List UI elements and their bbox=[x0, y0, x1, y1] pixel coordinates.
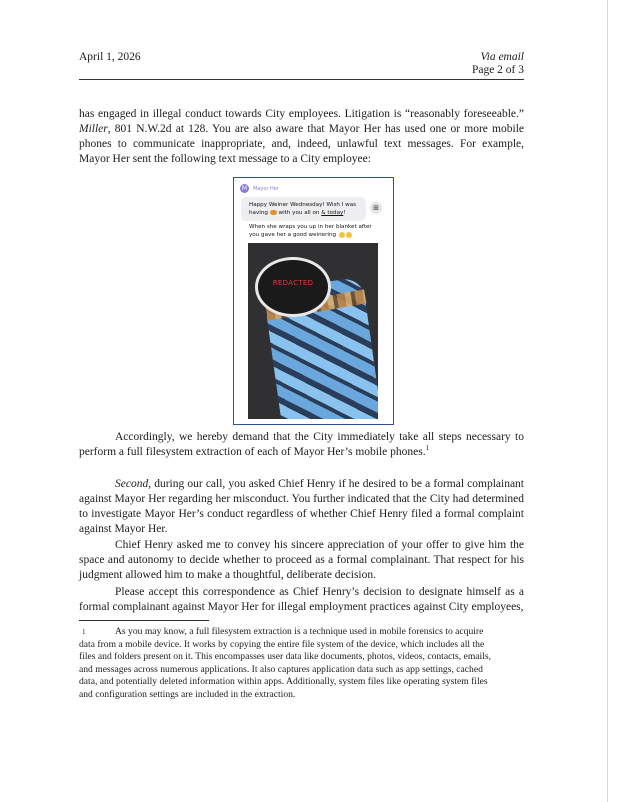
case-citation: Miller bbox=[79, 123, 108, 135]
reaction-icon: ⊞ bbox=[370, 202, 382, 214]
paragraph-complainant: Please accept this correspondence as Chief Henry’s decision to designate himself as a formal complainant against Mayor Her for illegal employment practices against City employees, bbox=[79, 586, 524, 613]
message-part: ! bbox=[343, 210, 346, 216]
footnote bbox=[79, 626, 499, 702]
blanket-photo bbox=[248, 243, 378, 419]
paragraph-text: Accordingly, we hereby demand that the City immediately take all steps necessary to perform a full filesystem extraction of each of Mayor Her’s mobile phones. bbox=[79, 431, 524, 458]
message-text bbox=[249, 201, 369, 217]
letter-date: April 1, 2026 bbox=[79, 51, 141, 63]
footnote-text: As you may know, a full filesystem extraction is a technique used in mobile forensics to acquire data from a mobile device. It works by copying the entire file system of the device, which includes all the files and folders present on it. This encompasses user data like documents, photos, videos, contacts, emails, and messages across numerous applications. It also captures application data such as app settings, cached data, and potentially deleted information within apps. Additionally, system files like operating system files and configuration settings are included in the extraction. bbox=[79, 626, 491, 700]
paragraph-text: , during our call, you asked Chief Henry if he desired to be a formal complainant against Mayor Her regarding her misconduct. You further indicated that the City had determined to investigate Mayor Her’s conduct regardless of whether Chief Henry filed a formal complaint against Mayor Her. bbox=[79, 478, 524, 535]
caption-text: When she wraps you up in her blanket after you gave her a good weinering bbox=[249, 224, 372, 238]
footnote-reference: 1 bbox=[425, 444, 430, 453]
paragraph-text: , 801 N.W.2d at 128. You are also aware that Mayor Her has used one or more mobile phones to communicate inappropriate, and, indeed, unlawful text messages. For example, Mayor Her sent the following text message to a City employee: bbox=[79, 123, 524, 165]
page-number: Page 2 of 3 bbox=[471, 64, 524, 76]
paragraph-extraction-demand bbox=[79, 430, 524, 460]
footnote-rule bbox=[79, 620, 209, 621]
sender-name: Mayor Her bbox=[253, 185, 279, 192]
smile-emoji-icon bbox=[339, 232, 345, 238]
paragraph-lead: Second bbox=[115, 478, 149, 490]
redaction-circle bbox=[255, 257, 331, 317]
message-sender bbox=[240, 184, 279, 193]
image-caption bbox=[249, 223, 379, 239]
paragraph-appreciation: Chief Henry asked me to convey his sincere appreciation of your offer to give him the space and autonomy to decide whether to proceed as a formal complainant. That respect for his judgment allowed him to make a thoughtful, deliberate decision. bbox=[79, 539, 524, 581]
paragraph-text: has engaged in illegal conduct towards City employees. Litigation is “reasonably foreseeable.” bbox=[79, 108, 524, 120]
message-part: with you all on bbox=[276, 210, 322, 216]
message-link: & today bbox=[321, 210, 344, 216]
redacted-label: REDACTED bbox=[272, 279, 314, 287]
scan-edge-line bbox=[607, 0, 608, 802]
hotdog-emoji-icon bbox=[270, 210, 277, 215]
avatar: M bbox=[241, 185, 248, 192]
delivery-method: Via email bbox=[480, 51, 524, 63]
text-message-screenshot bbox=[233, 177, 394, 425]
footnote-number: 1 bbox=[82, 628, 86, 636]
letter-header-right bbox=[472, 51, 524, 77]
smile-emoji-icon bbox=[346, 232, 352, 238]
message-part: Happy Weiner Wednesday! Wish I was having bbox=[249, 202, 357, 216]
paragraph-second bbox=[79, 477, 524, 537]
header-rule bbox=[79, 79, 524, 80]
paragraph-litigation bbox=[79, 107, 524, 167]
